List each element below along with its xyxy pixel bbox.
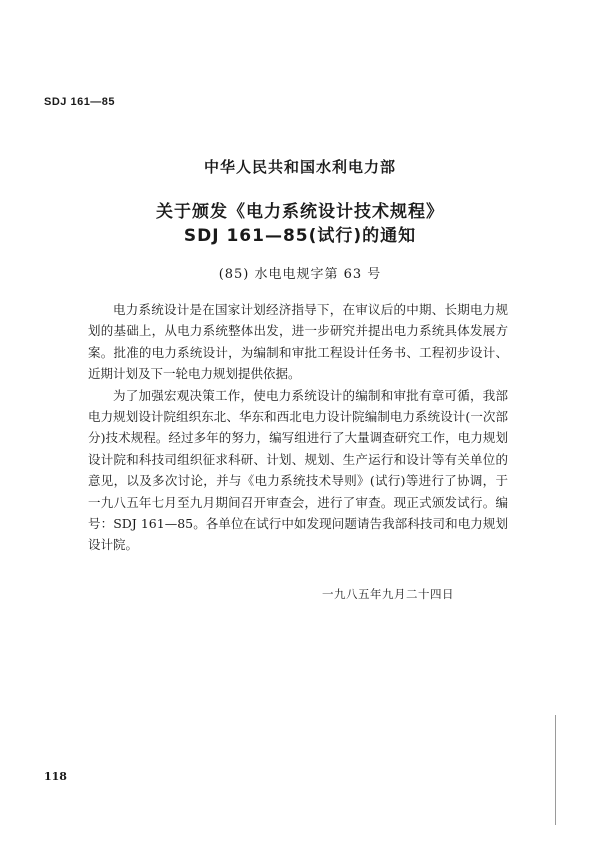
standard-code: SDJ 161—85 xyxy=(44,96,116,108)
notice-title xyxy=(0,200,600,248)
issue-date: 一九八五年九月二十四日 xyxy=(322,587,454,601)
scan-edge-line xyxy=(555,715,556,825)
notice-title-line-2: SDJ 161—85(试行)的通知 xyxy=(183,226,417,246)
body-paragraph: 为了加强宏观决策工作，使电力系统设计的编制和审批有章可循，我部电力规划设计院组织东北、华东和西北电力设计院编制电力系统设计(一次部分)技术规程。经过多年的努力，编写组进行了大量调查研究工作，电力规划设计院和科技司组织征求科研、计划、规划、生产运行和设计等有关单位的意见，以及多次讨论，并与《电力系统技术导则》(试行)等进行了协调，于一九八五年七月至九月期间召开审查会，进行了审查。现正式颁发试行。编号：SDJ 161—85。各单位在试行中如发现问题请告我部科技司和电力规划设计院。 xyxy=(88,387,508,553)
issuing-ministry: 中华人民共和国水利电力部 xyxy=(203,158,396,176)
page-number: 118 xyxy=(44,770,67,783)
notice-body xyxy=(88,299,508,556)
body-paragraph: 电力系统设计是在国家计划经济指导下，在审议后的中期、长期电力规划的基础上，从电力系统整体出发，进一步研究并提出电力系统具体发展方案。批准的电力系统设计，为编制和审批工程设计任务书、工程初步设计、近期计划及下一轮电力规划提供依据。 xyxy=(88,302,508,382)
notice-title-line-1: 关于颁发《电力系统设计技术规程》 xyxy=(156,202,444,222)
document-number: (85) 水电电规字第 63 号 xyxy=(218,267,382,282)
